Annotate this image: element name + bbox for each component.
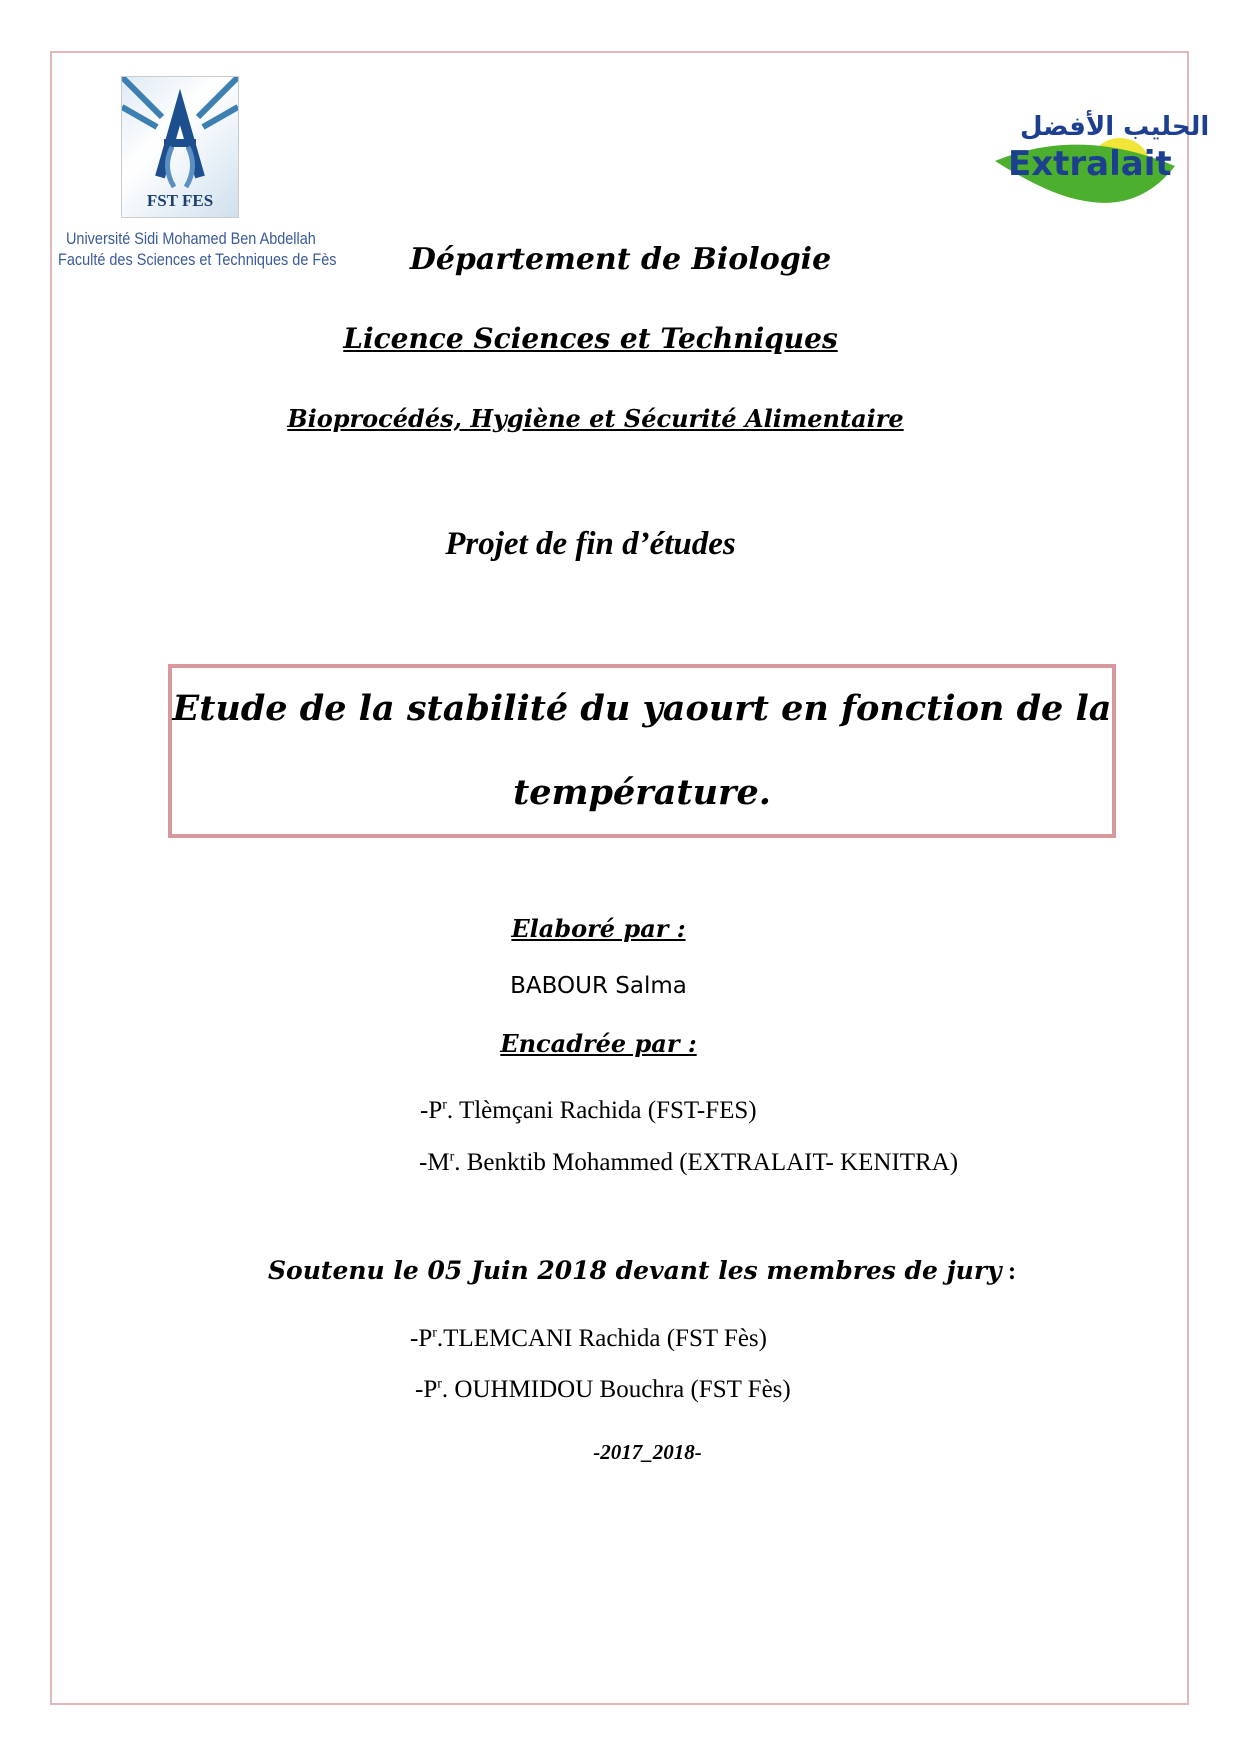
supervisor-1 xyxy=(420,1097,757,1125)
title-box xyxy=(168,664,1116,838)
defense-colon: : xyxy=(1001,1258,1017,1285)
fst-logo-text: FST FES xyxy=(146,191,214,210)
encadree-label: Encadrée par : xyxy=(500,1029,697,1058)
supervisor-name: . Benktib Mohammed (EXTRALAIT- KENITRA) xyxy=(454,1149,959,1176)
specialty: Bioprocédés, Hygiène et Sécurité Alimentaire xyxy=(287,404,904,433)
jury-title-sup: r xyxy=(432,1325,437,1341)
thesis-title-line1: Etude de la stabilité du yaourt en fonction de la xyxy=(172,688,1112,729)
project-type: Projet de fin d’études xyxy=(445,526,736,562)
faculty-name: Faculté des Sciences et Techniques de Fès xyxy=(58,250,337,269)
jury-name: . OUHMIDOU Bouchra (FST Fès) xyxy=(441,1376,791,1403)
defense-line xyxy=(268,1256,1016,1286)
academic-year: -2017_2018- xyxy=(593,1440,702,1464)
department: Département de Biologie xyxy=(409,242,832,277)
supervisor-name: . Tlèmçani Rachida (FST-FES) xyxy=(446,1097,757,1124)
jury-title-sup: r xyxy=(437,1376,442,1392)
jury-prefix: -P xyxy=(415,1376,438,1403)
licence: Licence Sciences et Techniques xyxy=(343,322,838,355)
university-name: Université Sidi Mohamed Ben Abdellah xyxy=(66,229,316,248)
extralait-arabic: الحليب الأفضل xyxy=(1020,112,1210,142)
jury-member-1 xyxy=(410,1325,767,1353)
jury-prefix: -P xyxy=(410,1325,433,1352)
thesis-title-line2: température. xyxy=(513,772,771,813)
extralait-text: Extralait xyxy=(1008,144,1172,184)
supervisor-prefix: -M xyxy=(419,1149,450,1176)
extralait-logo xyxy=(990,106,1210,212)
supervisor-title-sup: r xyxy=(442,1097,447,1113)
author-name: BABOUR Salma xyxy=(510,973,687,999)
supervisor-2 xyxy=(419,1149,958,1177)
jury-member-2 xyxy=(415,1376,791,1404)
jury-name: .TLEMCANI Rachida (FST Fès) xyxy=(436,1325,767,1352)
supervisor-prefix: -P xyxy=(420,1097,443,1124)
fst-logo xyxy=(121,76,239,218)
defense-label: Soutenu le 05 Juin 2018 devant les membres de jury xyxy=(268,1256,1002,1285)
supervisor-title-sup: r xyxy=(449,1149,455,1165)
elabore-label: Elaboré par : xyxy=(511,914,686,943)
